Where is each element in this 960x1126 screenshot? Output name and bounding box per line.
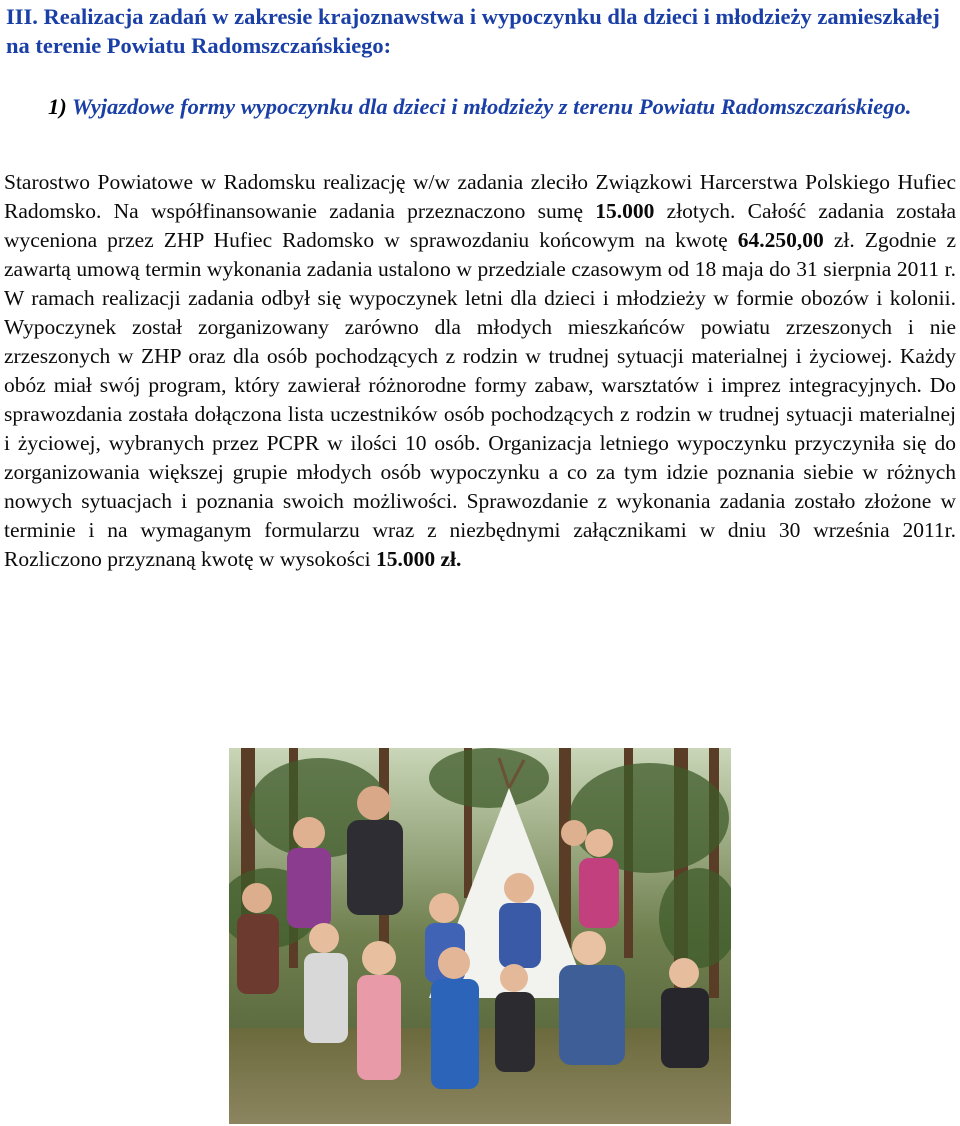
paragraph-part-1: Starostwo Powiatowe w Radomsku realizację w/w zadania zleciło Związkowi Harcerstwa Polskiego Hufiec Radomsko. Na współfinansowanie zadania przeznaczono sumę xyxy=(4,170,956,223)
section-heading: III. Realizacja zadań w zakresie krajoznawstwa i wypoczynku dla dzieci i młodzieży zamieszkałej na terenie Powiatu Radomszczańskiego: xyxy=(6,4,940,58)
camp-group-photo xyxy=(229,748,731,1124)
amount-total-cost: 64.250,00 xyxy=(737,228,824,252)
camp-photo-illustration xyxy=(229,748,731,1124)
subsection-title: Wyjazdowe formy wypoczynku dla dzieci i młodzieży z terenu Powiatu Radomszczańskiego. xyxy=(71,94,912,119)
amount-settled: 15.000 zł. xyxy=(375,547,462,571)
paragraph-part-3: zł. Zgodnie z zawartą umową termin wykonania zadania ustalono w przedziale czasowym od 18 maja do 31 sierpnia 2011 r. W ramach realizacji zadania odbył się wypoczynek letni dla dzieci i młodzieży w formie obozów i kolonii. Wypoczynek został zorganizowany zarówno dla młodych mieszkańców powiatu zrzeszonych i nie zrzeszonych w ZHP oraz dla osób pochodzących z rodzin w trudnej sytuacji materialnej i życiowej. Każdy obóz miał swój program, który zawierał różnorodne formy zabaw, warsztatów i imprez integracyjnych. Do sprawozdania została dołączona lista uczestników osób pochodzących z rodzin w trudnej sytuacji materialnej i życiowej, wybranych przez PCPR w ilości 10 osób. Organizacja letniego wypoczynku przyczyniła się do zorganizowania większej grupie młodych osób wypoczynku a co za tym idzie poznania siebie w różnych nowych sytuacjach i poznania swoich możliwości. Sprawozdanie z wykonania zadania zostało złożone w terminie i na wymaganym formularzu wraz z niezbędnymi załącznikami w dniu 30 września 2011r. Rozliczono przyznaną kwotę w wysokości xyxy=(4,228,956,571)
subsection-number: 1) xyxy=(48,94,72,119)
amount-funding: 15.000 xyxy=(595,199,655,223)
forest-floor xyxy=(229,1028,731,1124)
paragraph-part-2: złotych. Całość zadania została wyceniona przez ZHP Hufiec Radomsko w sprawozdaniu końcowym na kwotę xyxy=(4,199,957,252)
subsection-heading xyxy=(48,86,938,128)
report-paragraph xyxy=(4,168,956,574)
